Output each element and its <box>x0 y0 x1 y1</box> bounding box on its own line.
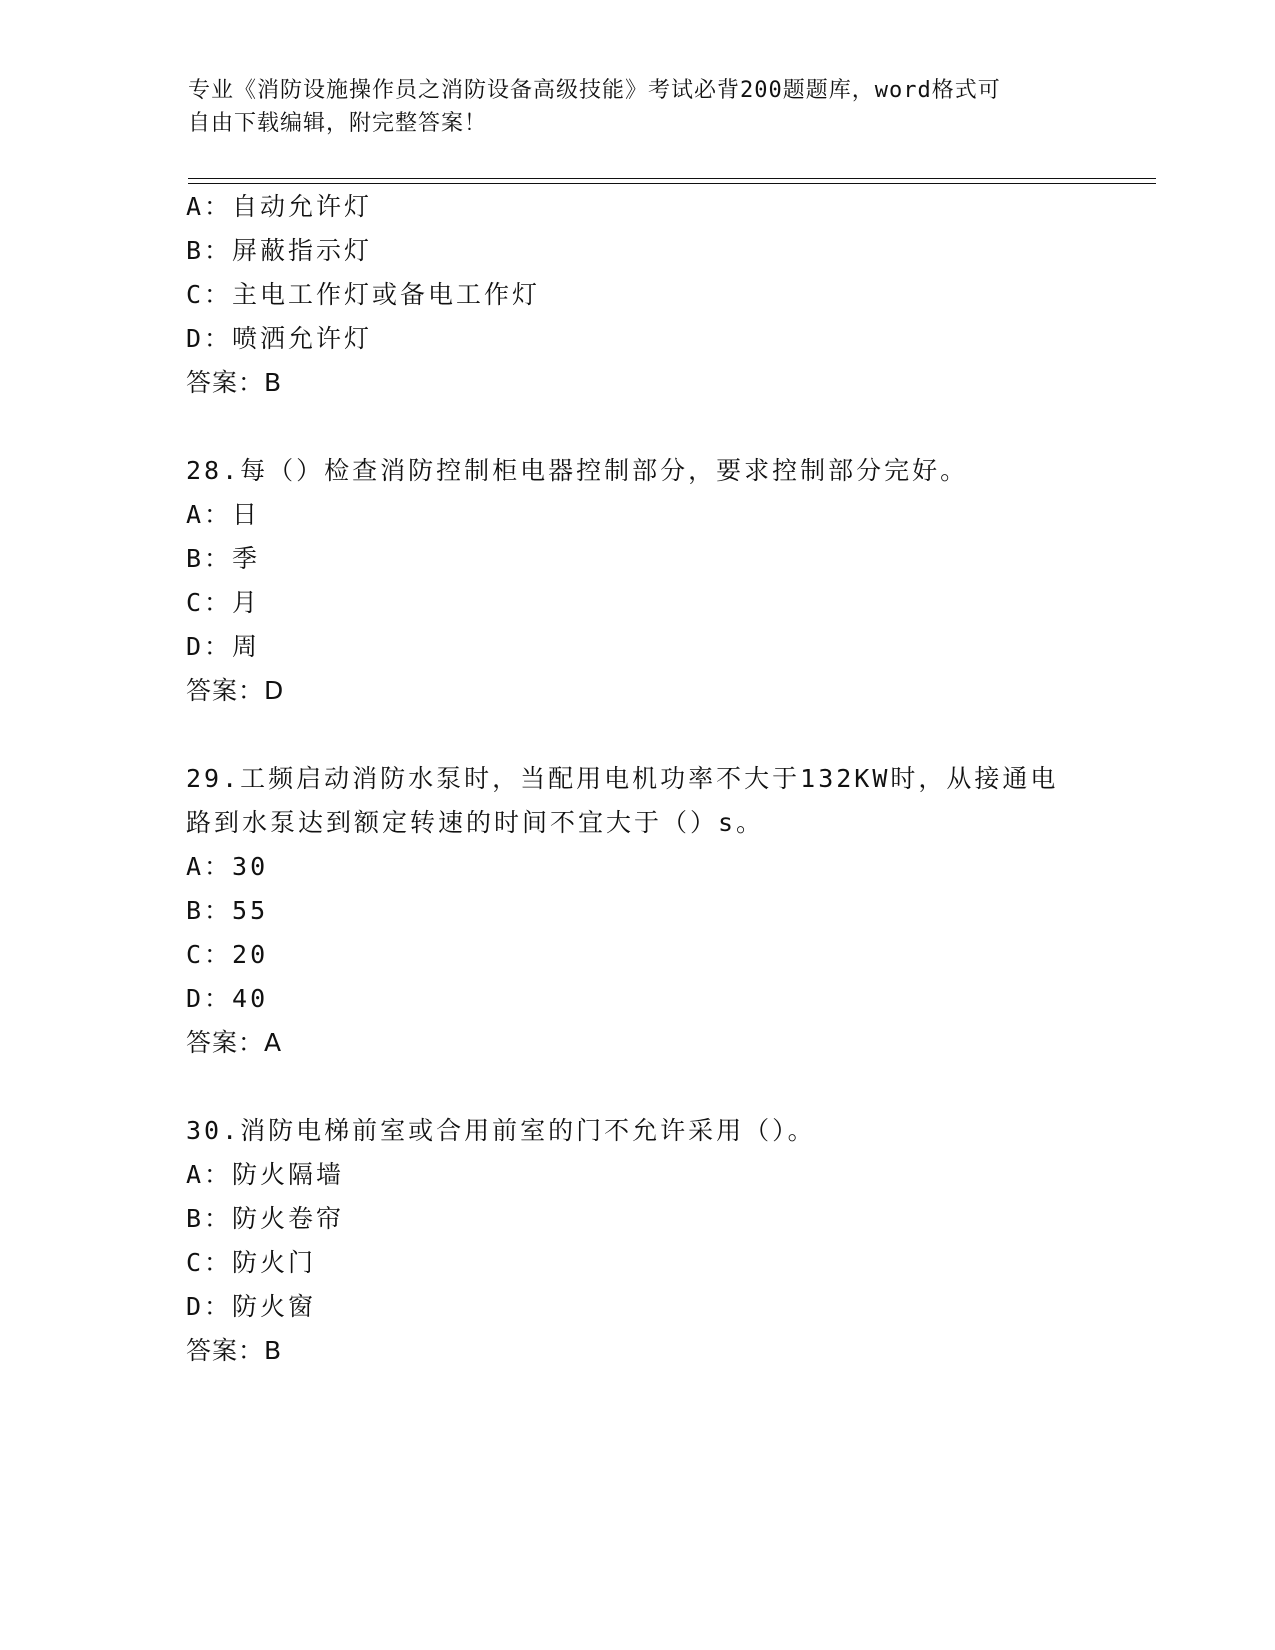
q28-question: 28.每（）检查消防控制柜电器控制部分，要求控制部分完好。 <box>186 456 969 485</box>
q27-option-a: A：自动允许灯 <box>186 192 373 221</box>
q28-option-d: D：周 <box>186 632 261 661</box>
q28-option-b: B：季 <box>186 544 261 573</box>
q30-answer: 答案：B <box>186 1336 283 1365</box>
header-divider-bottom <box>188 183 1156 184</box>
document-header <box>188 74 1088 140</box>
header-divider-top <box>188 178 1156 179</box>
q27-option-b: B：屏蔽指示灯 <box>186 236 373 265</box>
q29-option-b: B：55 <box>186 896 269 925</box>
q29-option-a: A：30 <box>186 852 269 881</box>
q30-question: 30.消防电梯前室或合用前室的门不允许采用（）。 <box>186 1116 816 1145</box>
q29-question-line-1: 29.工频启动消防水泵时，当配用电机功率不大于132KW时，从接通电 <box>186 764 1059 793</box>
q28-option-c: C：月 <box>186 588 261 617</box>
q29-question-line-2: 路到水泵达到额定转速的时间不宜大于（）s。 <box>186 808 765 837</box>
q29-option-d: D：40 <box>186 984 269 1013</box>
q28-option-a: A：日 <box>186 500 261 529</box>
q27-answer: 答案：B <box>186 368 283 397</box>
header-line-1: 专业《消防设施操作员之消防设备高级技能》考试必背200题题库，word格式可 <box>188 78 1001 103</box>
q29-option-c: C：20 <box>186 940 269 969</box>
header-line-2: 自由下载编辑，附完整答案！ <box>188 111 488 136</box>
q30-option-b: B：防火卷帘 <box>186 1204 345 1233</box>
q28-answer: 答案：D <box>186 676 285 705</box>
q29-answer: 答案：A <box>186 1028 283 1057</box>
q30-option-c: C：防火门 <box>186 1248 317 1277</box>
q27-option-d: D：喷洒允许灯 <box>186 324 373 353</box>
q30-option-a: A：防火隔墙 <box>186 1160 345 1189</box>
q27-option-c: C：主电工作灯或备电工作灯 <box>186 280 541 309</box>
q30-option-d: D：防火窗 <box>186 1292 317 1321</box>
